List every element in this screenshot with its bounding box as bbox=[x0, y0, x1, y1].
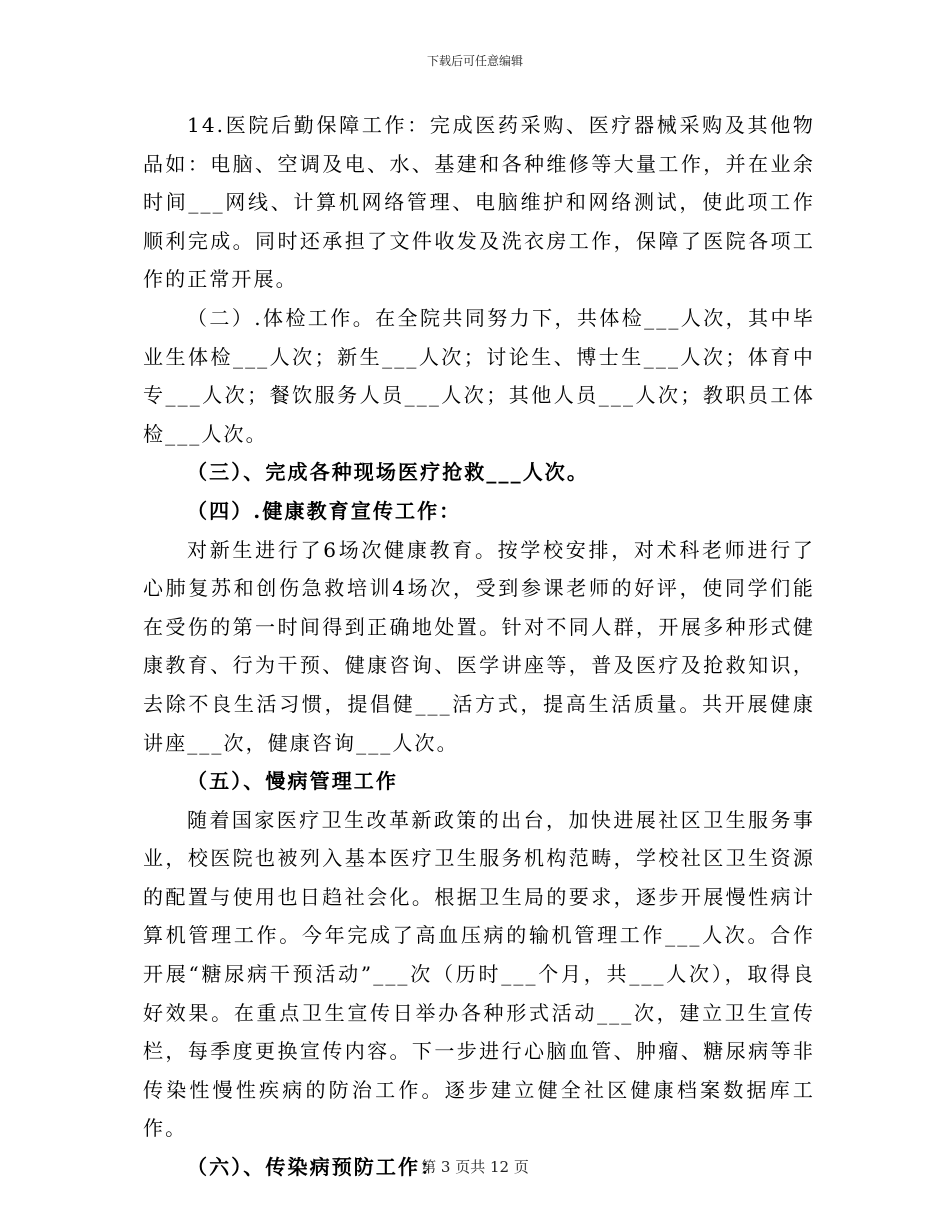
document-body bbox=[143, 106, 815, 1187]
paragraph-health-education: 对新生进行了6场次健康教育。按学校安排，对术科老师进行了心肺复苏和创伤急救培训4场次，受到参课老师的好评，使同学们能在受伤的第一时间得到正确地处置。针对不同人群，开展多种形式健康教育、行为干预、健康咨询、医学讲座等，普及医疗及抢救知识，去除不良生活习惯，提倡健___活方式，提高生活质量。共开展健康讲座___次，健康咨询___人次。 bbox=[143, 537, 815, 755]
page-header: 下载后可任意编辑 bbox=[426, 54, 523, 68]
heading-chronic-disease: （五）、慢病管理工作 bbox=[187, 769, 398, 794]
paragraph-chronic-disease: 随着国家医疗卫生改革新政策的出台，加快进展社区卫生服务事业，校医院也被列入基本医疗卫生服务机构范畴，学校社区卫生资源的配置与使用也日趋社会化。根据卫生局的要求，逐步开展慢性病计算机管理工作。今年完成了高血压病的输机管理工作___人次。合作开展“糖尿病干预活动”___次（历时___个月，共___人次），取得良好效果。在重点卫生宣传日举办各种形式活动___次，建立卫生宣传栏，每季度更换宣传内容。下一步进行心脑血管、肿瘤、糖尿病等非传染性慢性疾病的防治工作。逐步建立健全社区健康档案数据库工作。 bbox=[143, 807, 815, 1141]
page-footer: 第 3 页共 12 页 bbox=[421, 1158, 529, 1176]
paragraph-physical-exam: （二）.体检工作。在全院共同努力下，共体检___人次，其中毕业生体检___人次；新生___人次；讨论生、博士生___人次；体育中专___人次；餐饮服务人员___人次；其他人员___人次；教职员工体检___人次。 bbox=[143, 305, 815, 446]
heading-emergency-rescue: （三）、完成各种现场医疗抢救___人次。 bbox=[187, 460, 589, 485]
paragraph-logistics: 14.医院后勤保障工作：完成医药采购、医疗器械采购及其他物品如：电脑、空调及电、水、基建和各种维修等大量工作，并在业余时间___网线、计算机网络管理、电脑维护和网络测试，使此项工作顺利完成。同时还承担了文件收发及洗衣房工作，保障了医院各项工作的正常开展。 bbox=[143, 113, 815, 292]
heading-health-education: （四）.健康教育宣传工作： bbox=[187, 498, 462, 523]
heading-infectious-disease: （六）、传染病预防工作： bbox=[187, 1155, 443, 1180]
